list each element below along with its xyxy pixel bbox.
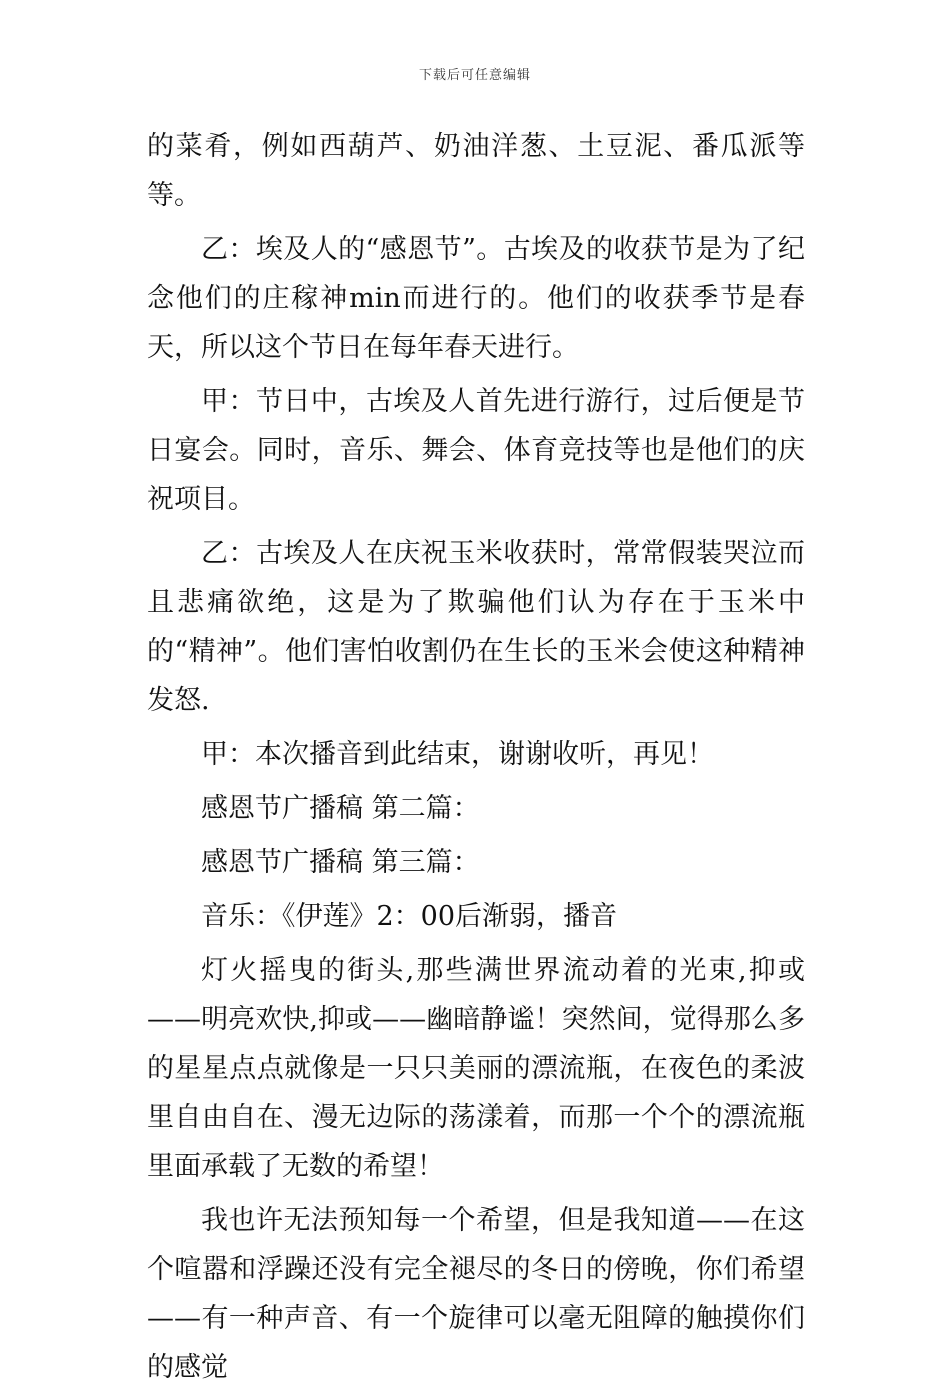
document-body [147, 122, 805, 1392]
paragraph-jia-closing: 甲：本次播音到此结束，谢谢收听，再见！ [201, 739, 714, 770]
page-header: 下载后可任意编辑 [418, 68, 531, 83]
section-heading-part-three: 感恩节广播稿 第三篇： [201, 847, 480, 878]
paragraph-music-cue: 音乐：《伊莲》2：00后渐弱，播音 [201, 901, 618, 932]
paragraph-street-lights: 灯火摇曳的街头,那些满世界流动着的光束,抑或——明亮欢快,抑或——幽暗静谧！突然间，觉得那么多的星星点点就像是一只只美丽的漂流瓶，在夜色的柔波里自由自在、漫无边际的荡漾着，而那一个个的漂流瓶里面承载了无数的希望！ [147, 955, 805, 1182]
paragraph-yi-corn: 乙：古埃及人在庆祝玉米收获时，常常假装哭泣而且悲痛欲绝，这是为了欺骗他们认为存在于玉米中的“精神”。他们害怕收割仍在生长的玉米会使这种精神发怒. [147, 538, 805, 716]
paragraph-hope: 我也许无法预知每一个希望，但是我知道——在这个喧嚣和浮躁还没有完全褪尽的冬日的傍晚，你们希望——有一种声音、有一个旋律可以毫无阻障的触摸你们的感觉 [147, 1205, 805, 1383]
section-heading-part-two: 感恩节广播稿 第二篇： [201, 793, 480, 824]
paragraph-yi-egypt: 乙：埃及人的“感恩节”。古埃及的收获节是为了纪念他们的庄稼神min而进行的。他们的收获季节是春天，所以这个节日在每年春天进行。 [147, 234, 805, 363]
paragraph-continuation: 的菜肴，例如西葫芦、奶油洋葱、土豆泥、番瓜派等等。 [147, 131, 805, 211]
paragraph-jia-festival: 甲：节日中，古埃及人首先进行游行，过后便是节日宴会。同时，音乐、舞会、体育竞技等也是他们的庆祝项目。 [147, 386, 805, 515]
